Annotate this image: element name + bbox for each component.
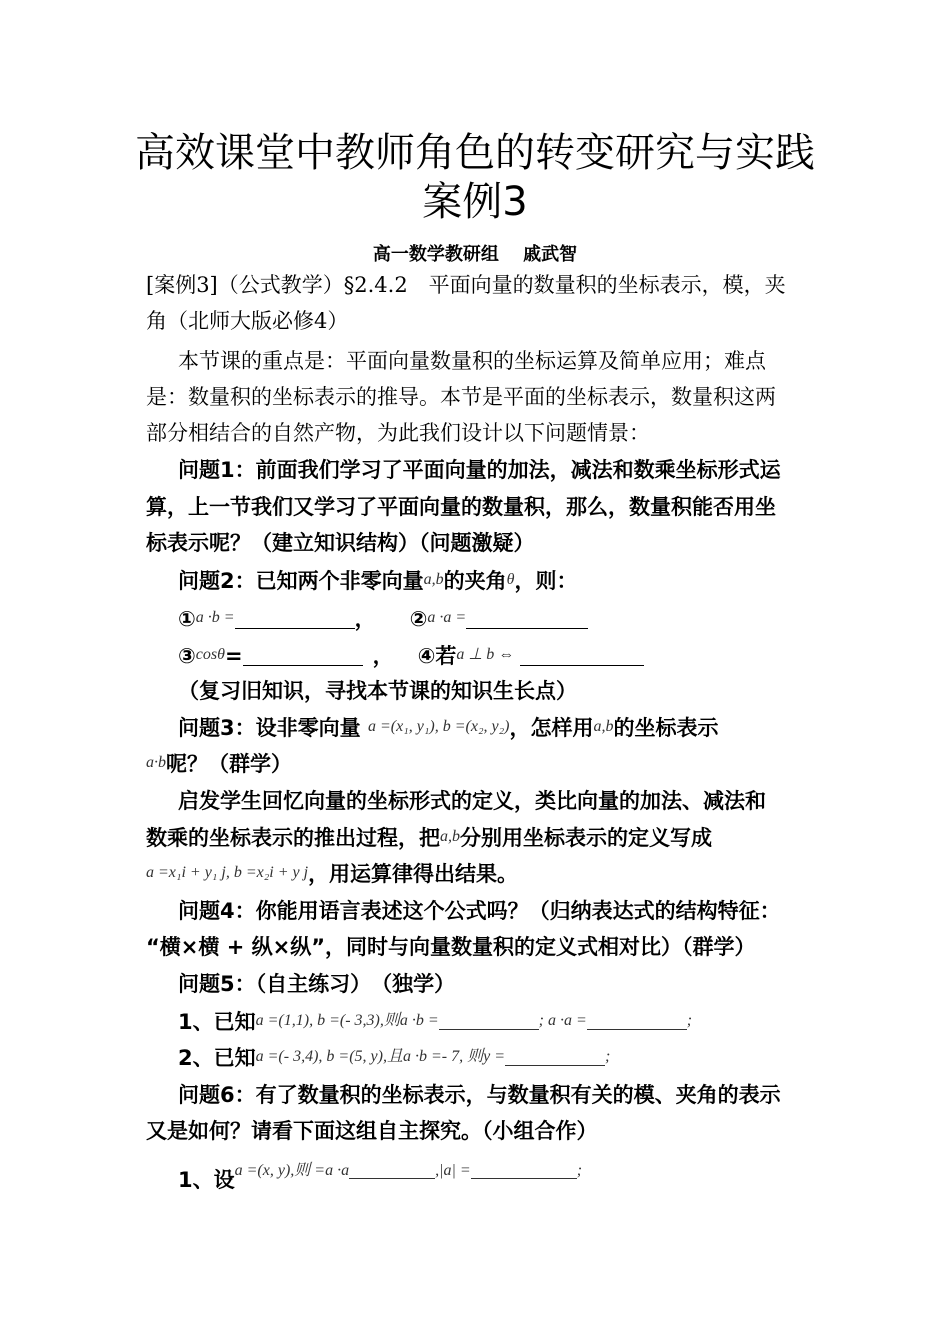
guide-line-2-prefix: 数乘的坐标表示的推出过程，把 [146, 826, 440, 850]
item-3-mark: ③ [178, 644, 196, 668]
item-separator: ， [372, 644, 394, 668]
exercise-5-2 [178, 1042, 610, 1073]
item-1-mark: ① [178, 607, 196, 631]
exercise-5-1-prefix: 1、已知 [178, 1010, 256, 1034]
question-4-line-1: 问题4：你能用语言表述这个公式吗？（归纳表达式的结构特征： [178, 899, 781, 923]
item-2-mark: ② [409, 607, 428, 631]
question-2-middle: 的夹角 [443, 569, 507, 593]
question-1-line-3: 标表示呢？（建立知识结构）（问题激疑） [146, 531, 535, 555]
item-4-mark: ④若 [417, 644, 457, 668]
unit-vector-formula: a =x₁i + y₁ j, b =x₂i + y j [146, 864, 309, 881]
question-6-line-2: 又是如何？请看下面这组自主探究。（小组合作） [146, 1119, 598, 1143]
exercise-5-1-blank-b [587, 1015, 687, 1030]
guide-line-3-tail: ，用运算律得出结果。 [308, 862, 519, 886]
question-3-line-2 [146, 748, 292, 779]
exercise-5-2-blank [505, 1051, 605, 1066]
question-3-suffix: 的坐标表示 [613, 716, 719, 740]
question-2-prefix: 问题2：已知两个非零向量 [178, 569, 424, 593]
vector-ab-formula: a,b [440, 828, 460, 845]
item-1-blank [235, 608, 355, 629]
item-4-formula: a ⊥ b ⇔ [456, 646, 515, 663]
item-separator: ， [354, 607, 376, 631]
exercise-5-1-end: ; [686, 1012, 693, 1029]
exercise-6-1-prefix: 1、设 [178, 1168, 235, 1192]
exercise-6-1-blank-a [349, 1164, 435, 1179]
question-3-line-1 [178, 712, 719, 743]
vector-coordinates-formula: a =(x₁, y₁), b =(x₂, y₂) [367, 718, 510, 735]
exercise-6-1-formula-a: a =(x, y),则 =a ·a [234, 1162, 350, 1179]
exercise-5-2-end: ; [605, 1048, 611, 1065]
intro-line-2: 是：数量积的坐标表示的推导。本节是平面的坐标表示，数量积这两 [146, 385, 776, 409]
vector-ab-formula: a,b [423, 571, 444, 588]
exercise-6-1-end: ; [576, 1162, 583, 1179]
theta-symbol: θ [506, 571, 515, 588]
item-3-formula: cosθ [195, 646, 225, 663]
exercise-5-1 [178, 1006, 692, 1037]
exercise-5-2-prefix: 2、已知 [178, 1046, 256, 1070]
question-4-line-2: “横×横 + 纵×纵”，同时与向量数量积的定义式相对比）（群学） [146, 935, 756, 959]
item-2-formula: a ·a = [427, 609, 467, 626]
guide-line-2 [146, 822, 712, 853]
question-2-suffix: ，则： [514, 569, 578, 593]
vector-ab-formula: a,b [593, 718, 614, 735]
question-5-title: 问题5：（自主练习） （独学） [178, 972, 456, 996]
item-4-blank [520, 645, 644, 666]
case-heading-line-1: [案例3]（公式教学）§2.4.2 平面向量的数量积的坐标表示，模，夹 [146, 273, 786, 297]
guide-line-3 [146, 858, 518, 889]
author-line: 高一数学教研组 戚武智 [372, 244, 578, 265]
exercise-5-1-formula-b: ; a ·a = [538, 1012, 587, 1029]
intro-line-3: 部分相结合的自然产物，为此我们设计以下问题情景： [146, 421, 650, 445]
exercise-6-1-blank-b [471, 1164, 577, 1179]
guide-line-1: 启发学生回忆向量的坐标形式的定义，类比向量的加法、减法和 [178, 789, 766, 813]
exercise-5-2-formula: a =(- 3,4), b =(5, y),且a ·b =- 7, 则y = [255, 1048, 505, 1065]
question-3-middle: ，怎样用 [509, 716, 594, 740]
exercise-5-1-formula-a: a =(1,1), b =(- 3,3),则a ·b = [255, 1012, 439, 1029]
item-3-equals: = [224, 644, 243, 668]
question-2-items-row-2 [178, 640, 644, 671]
dot-product-formula: a·b [146, 754, 166, 771]
question-2-line [178, 565, 577, 596]
question-3-prefix: 问题3：设非零向量 [178, 716, 361, 740]
document-title-line-2: 案例3 [422, 179, 528, 225]
exercise-5-1-blank-a [439, 1015, 539, 1030]
question-6-line-1: 问题6：有了数量积的坐标表示，与数量积有关的模、夹角的表示 [178, 1083, 781, 1107]
exercise-6-1-formula-b: ,|a| = [435, 1162, 471, 1179]
question-2-items-row-1 [178, 603, 588, 634]
question-2-note: （复习旧知识，寻找本节课的知识生长点） [178, 679, 577, 703]
question-3-tail: 呢？（群学） [166, 752, 292, 776]
case-heading-line-2: 角（北师大版必修4） [146, 309, 349, 333]
document-title-line-1: 高效课堂中教师角色的转变研究与实践 [135, 130, 815, 176]
item-1-formula: a ·b = [195, 609, 235, 626]
intro-line-1: 本节课的重点是：平面向量数量积的坐标运算及简单应用；难点 [178, 349, 766, 373]
question-1-line-1: 问题1：前面我们学习了平面向量的加法，减法和数乘坐标形式运 [178, 458, 781, 482]
item-3-blank [243, 645, 363, 666]
item-2-blank [466, 608, 588, 629]
guide-line-2-suffix: 分别用坐标表示的定义写成 [460, 826, 712, 850]
question-1-line-2: 算，上一节我们又学习了平面向量的数量积，那么，数量积能否用坐 [146, 495, 776, 519]
exercise-6-1 [178, 1156, 582, 1195]
